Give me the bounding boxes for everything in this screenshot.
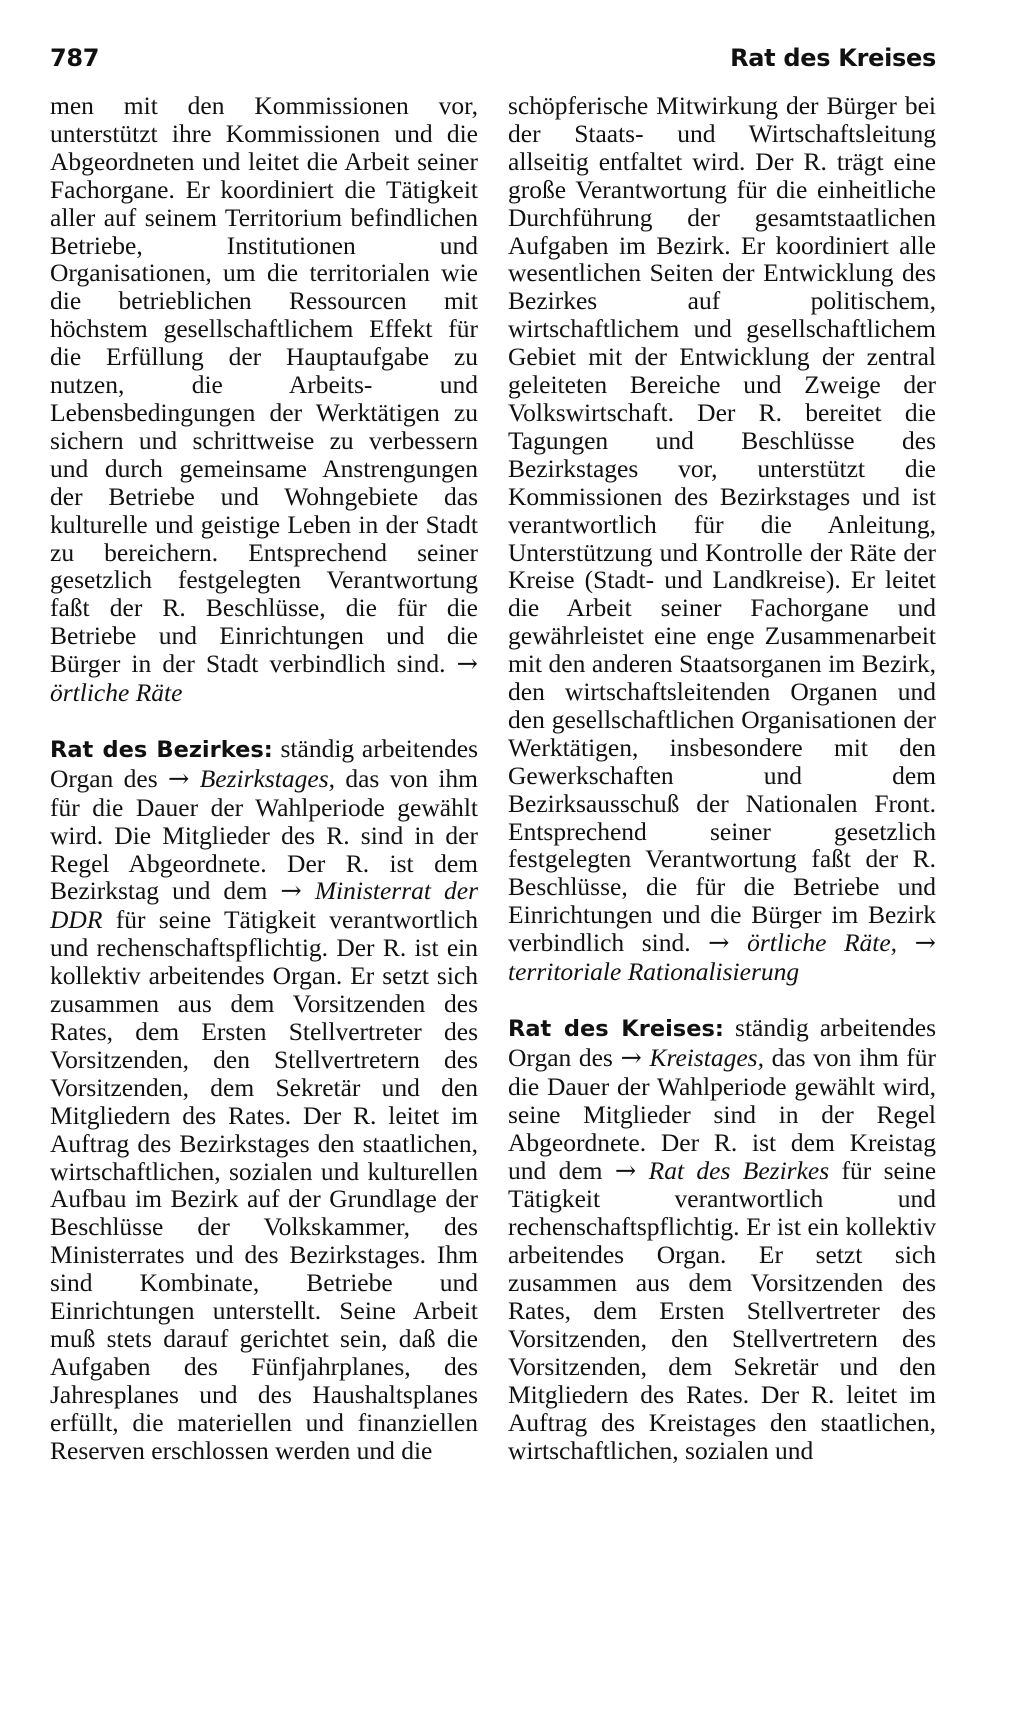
page-number: 787 <box>50 44 100 72</box>
entry-body: men mit den Kommissionen vor, unterstützt ihre Kommissionen und die Abgeordneten und leitet die Arbeit seiner Fachorgane. Er koordiniert die Tätigkeit aller auf seinem Territorium befindlichen Betriebe, Institutionen und Organisationen, um die territorialen wie die betrieblichen Ressourcen mit höchstem gesellschaftlichem Effekt für die Erfüllung der Hauptaufgabe zu nutzen, die Arbeits- und Lebensbedingungen der Werktätigen zu sichern und schrittweise zu verbessern und durch gemeinsame Anstrengungen der Betriebe und Wohngebiete das kulturelle und geistige Leben in der Stadt zu bereichern. Entsprechend seiner gesetzlich festgelegten Verantwortung faßt der R. Beschlüsse, die für die Betriebe und Einrichtungen und die Bürger in der Stadt verbindlich sind. <box>50 91 478 679</box>
continued-entry-text <box>50 92 478 707</box>
cross-reference-link[interactable]: Rat des Bezirkes <box>648 1155 830 1185</box>
entry-rat-des-kreises <box>508 1014 936 1465</box>
cross-reference-arrow-icon: → <box>614 1155 637 1186</box>
entry-body: für seine Tätigkeit verantwortlich und rechenschaftspflichtig. Er ist ein kollektiv arbeitendes Organ. Er setzt sich zusammen aus dem Vorsitzenden des Rates, dem Ersten Stellvertreter des Vorsitzenden, den Stellvertretern des Vorsitzenden, dem Sekretär und den Mitgliedern des Rates. Der R. leitet im Auftrag des Kreistages den staatlichen, wirtschaftlichen, sozialen und <box>508 1155 937 1465</box>
cross-reference-arrow-icon: → <box>167 763 190 794</box>
entry-body: für seine Tätigkeit verantwortlich und rechenschaftspflichtig. Der R. ist ein kollektiv arbeitendes Organ. Er setzt sich zusammen aus dem Vorsitzenden des Rates, dem Ersten Stellvertreter des Vorsitzenden, den Stellvertretern des Vorsitzenden, dem Sekretär und den Mitgliedern des Rates. Der R. leitet im Auftrag des Bezirkstages den staatlichen, wirtschaftlichen, sozialen und kulturellen Aufbau im Bezirk auf der Grundlage der Beschlüsse der Volkskammer, des Ministerrates und des Bezirkstages. Ihm sind Kombinate, Betriebe und Einrichtungen unterstellt. Seine Arbeit muß stets darauf gerichtet sein, daß die Aufgaben des Fünfjahrplanes, des Jahresplanes und des Haushaltsplanes erfüllt, die materiellen und finanziellen Reserven erschlossen werden und die <box>50 905 478 1465</box>
cross-reference-arrow-icon: → <box>456 649 478 680</box>
entry-body: ständig arbeitendes Organ des <box>50 733 479 793</box>
left-column <box>50 92 478 1465</box>
continued-entry-text <box>508 92 936 986</box>
page-header <box>50 44 936 78</box>
entry-headword: Rat des Kreises: <box>508 1016 724 1042</box>
cross-reference-link[interactable]: Kreistages, <box>649 1042 764 1072</box>
cross-reference-link[interactable]: örtliche Räte <box>50 678 183 708</box>
cross-reference-link[interactable]: territoriale Rationalisierung <box>508 957 800 987</box>
entry-body: ständig arbeitendes Organ des <box>508 1013 936 1072</box>
cross-reference-link[interactable]: örtliche Räte, <box>747 928 898 958</box>
cross-reference-arrow-icon: → <box>620 1042 642 1073</box>
entry-body: das von ihm für die Dauer der Wahlperiode gewählt wird. Die Mitglieder des R. sind in der Regel Abgeordnete. Der R. ist dem Bezirkstag und dem <box>50 763 478 906</box>
cross-reference-link[interactable]: Ministerrat der DDR <box>50 876 479 935</box>
cross-reference-arrow-icon: → <box>914 928 936 959</box>
entry-body: schöpferische Mitwirkung der Bürger bei der Staats- und Wirtschaftsleitung allseitig entfaltet wird. Der R. trägt eine große Verantwortung für die einheitliche Durchführung der gesamtstaatlichen Aufgaben im Bezirk. Er koordiniert alle wesentlichen Seiten der Entwicklung des Bezirkes auf politischem, wirtschaftlichem und gesellschaftlichem Gebiet mit der Entwicklung der zentral geleiteten Bereiche und Zweige der Volkswirtschaft. Der R. bereitet die Tagungen und Beschlüsse des Bezirkstages vor, unterstützt die Kommissionen des Bezirkstages und ist verantwortlich für die Anleitung, Unterstützung und Kontrolle der Räte der Kreise (Stadt- und Landkreise). Er leitet die Arbeit seiner Fachorgane und gewährleistet eine enge Zusammenarbeit mit den anderen Staatsorganen im Bezirk, den wirtschaftsleitenden Organen und den gesellschaftlichen Organisationen der Werktätigen, insbesondere mit den Gewerkschaften und dem Bezirksausschuß der Nationalen Front. Entsprechend seiner gesetzlich festgelegten Verantwortung faßt der R. Beschlüsse, die für die Betriebe und Einrichtungen und die Bürger im Bezirk verbindlich sind. <box>508 91 936 958</box>
cross-reference-arrow-icon: → <box>280 876 302 907</box>
entry-headword: Rat des Bezirkes: <box>50 736 273 763</box>
entry-body: das von ihm für die Dauer der Wahlperiode gewählt wird, seine Mitglieder sind in der Regel Abgeordnete. Der R. ist dem Kreistag und dem <box>508 1042 937 1185</box>
entry-rat-des-bezirkes <box>50 735 478 1465</box>
cross-reference-arrow-icon: → <box>708 928 730 959</box>
right-column <box>508 92 936 1465</box>
cross-reference-link[interactable]: Bezirkstages, <box>199 763 335 793</box>
running-head: Rat des Kreises <box>730 44 936 72</box>
